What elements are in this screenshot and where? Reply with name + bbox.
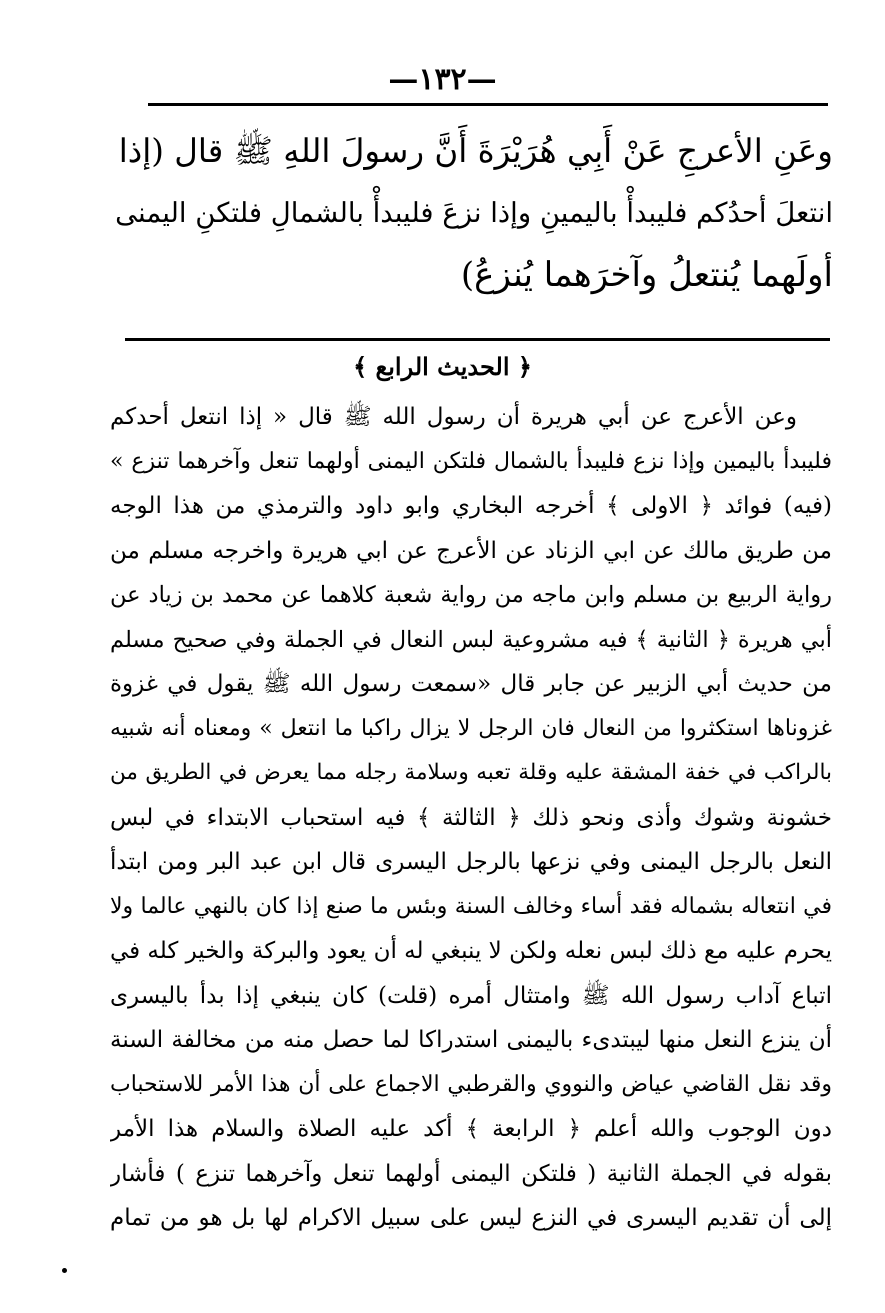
- hadith-line: وعَنِ الأعرجِ عَنْ أَبِي هُرَيْرَةَ أَنَّ رسولَ اللهِ ﷺ قال (إذا: [118, 132, 833, 170]
- top-divider: [148, 103, 828, 106]
- hadith-text-block: [115, 120, 833, 306]
- page-number: —١٣٢—: [388, 62, 497, 97]
- commentary-line: وعن الأعرج عن أبي هريرة أن رسول الله ﷺ قال « إذا انتعل أحدكم: [110, 404, 797, 430]
- commentary-line: أن ينزع النعل منها ليبتدىء باليمنى استدراكا لما حصل منه من مخالفة السنة: [110, 1027, 832, 1053]
- commentary-block: [110, 395, 832, 1241]
- commentary-line: خشونة وشوك وأذى ونحو ذلك ﴿ الثالثة ﴾ فيه استحباب الابتداء في لبس: [110, 804, 832, 831]
- section-heading: ﴿ الحديث الرابع ﴾: [353, 352, 532, 381]
- hadith-line: أولَهما يُنتعلُ وآخرَهما يُنزعُ): [460, 255, 833, 295]
- commentary-line: فليبدأ باليمين وإذا نزع فليبدأ بالشمال فلتكن اليمنى أولهما تنعل وآخرهما تنزع »: [110, 448, 832, 474]
- margin-mark: [62, 1268, 67, 1273]
- commentary-line: بالراكب في خفة المشقة عليه وقلة تعبه وسلامة رجله مما يعرض في الطريق من: [110, 760, 832, 785]
- commentary-line: يحرم عليه مع ذلك لبس نعله ولكن لا ينبغي له أن يعود والبركة والخير كله في: [110, 938, 832, 964]
- commentary-line: وقد نقل القاضي عياض والنووي والقرطبي الاجماع على أن هذا الأمر للاستحباب: [110, 1071, 832, 1097]
- commentary-line: أبي هريرة ﴿ الثانية ﴾ فيه مشروعية لبس النعال في الجملة وفي صحيح مسلم: [110, 626, 832, 653]
- commentary-line: في انتعاله بشماله فقد أساء وخالف السنة وبئس ما صنع إذا كان بالنهي عالما ولا: [110, 893, 832, 919]
- commentary-line: اتباع آداب رسول الله ﷺ وامتثال أمره (قلت) كان ينبغي إذا بدأ باليسرى: [110, 982, 832, 1009]
- commentary-line: غزوناها استكثروا من النعال فان الرجل لا يزال راكبا ما انتعل » ومعناه أنه شبيه: [110, 715, 832, 741]
- commentary-line: رواية الربيع بن مسلم وابن ماجه من رواية شعبة كلاهما عن محمد بن زياد عن: [110, 582, 832, 608]
- commentary-line: إلى أن تقديم اليسرى في النزع ليس على سبيل الاكرام لها بل هو من تمام: [110, 1205, 832, 1231]
- commentary-line: دون الوجوب والله أعلم ﴿ الرابعة ﴾ أكد عليه الصلاة والسلام هذا الأمر: [110, 1116, 832, 1142]
- commentary-line: من طريق مالك عن ابي الزناد عن الأعرج عن ابي هريرة واخرجه مسلم من: [110, 537, 832, 564]
- hadith-line: انتعلَ أحدُكم فليبدأْ باليمينِ وإذا نزعَ فليبدأْ بالشمالِ فلتكنِ اليمنى: [115, 197, 833, 229]
- commentary-line: بقوله في الجملة الثانية ( فلتكن اليمنى أولهما تنعل وآخرهما تنزع ) فأشار: [110, 1160, 832, 1187]
- commentary-line: النعل بالرجل اليمنى وفي نزعها بالرجل اليسرى قال ابن عبد البر ومن ابتدأ: [110, 849, 832, 875]
- section-divider: [125, 338, 830, 341]
- commentary-line: (فيه) فوائد ﴿ الاولى ﴾ أخرجه البخاري وابو داود والترمذي من هذا الوجه: [110, 493, 832, 519]
- commentary-line: من حديث أبي الزبير عن جابر قال «سمعت رسول الله ﷺ يقول في غزوة: [110, 671, 832, 697]
